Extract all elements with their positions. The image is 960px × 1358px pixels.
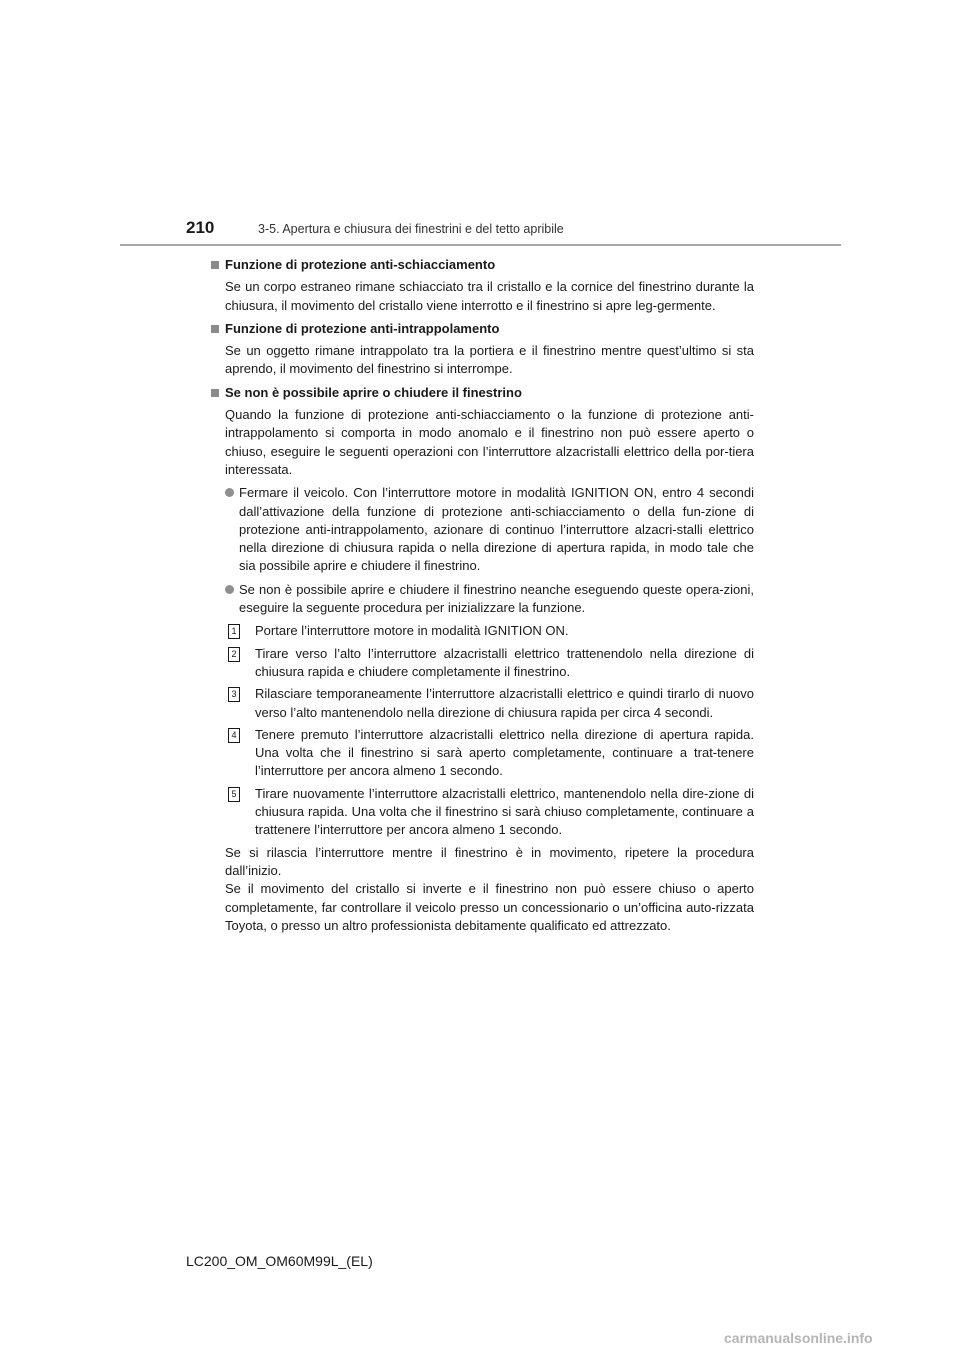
page-number: 210 <box>186 218 215 237</box>
bullet-item <box>225 484 754 575</box>
bullet-text: Fermare il veicolo. Con l’interruttore motore in modalità IGNITION ON, entro 4 secondi dall’attivazione della funzione di protezione anti-schiacciamento o della fun-zione di protezione anti-intrappolamento, azionare di continuo l’interruttore alzacri-stalli elettrico nella direzione di chiusura rapida o nella direzione di apertura rapida, in modo tale che sia possibile aprire e chiudere il finestrino. <box>239 485 754 574</box>
step-item <box>228 785 754 840</box>
page-content <box>210 256 754 935</box>
section-heading-text: Funzione di protezione anti-schiacciamento <box>225 257 496 272</box>
step-number-box: 5 <box>228 787 240 802</box>
square-bullet-icon <box>211 389 219 397</box>
section-heading-text: Funzione di protezione anti-intrappolamento <box>225 320 500 336</box>
step-item <box>228 645 754 682</box>
step-number-box: 2 <box>228 647 240 662</box>
section-paragraph: Se un corpo estraneo rimane schiacciato tra il cristallo e la cornice del finestrino durante la chiusura, il movimento del cristallo viene interrotto e il finestrino si apre leg-germente. <box>225 279 754 313</box>
document-code: LC200_OM_OM60M99L_(EL) <box>186 1253 373 1269</box>
bullet-item <box>225 581 754 618</box>
step-text: Portare l’interruttore motore in modalità IGNITION ON. <box>255 623 569 639</box>
closing-line: Se si rilascia l’interruttore mentre il finestrino è in movimento, ripetere la procedura dall’inizio. <box>225 844 754 878</box>
section-paragraph: Se un oggetto rimane intrappolato tra la portiera e il finestrino mentre quest’ultimo si sta aprendo, il movimento del finestrino si interrompe. <box>225 343 754 377</box>
section-paragraph: Quando la funzione di protezione anti-schiacciamento o la funzione di protezione anti-intrappolamento si comporta in modo anomalo e il finestrino non può essere aperto o chiuso, eseguire le seguenti operazioni con l’interruttore alzacristalli elettrico della por-tiera interessata. <box>225 407 754 477</box>
square-bullet-icon <box>211 261 219 269</box>
section-heading <box>210 256 754 274</box>
step-text: Tenere premuto l’interruttore alzacristalli elettrico nella direzione di apertura rapida. Una volta che il finestrino si sarà aperto completamente, continuare a trat-tenere l’interruttore per ancora almeno 1 secondo. <box>255 726 754 779</box>
step-number-box: 3 <box>228 687 240 702</box>
square-bullet-icon <box>211 325 219 333</box>
step-text: Tirare nuovamente l’interruttore alzacristalli elettrico, mantenendolo nella dire-zione di chiusura rapida. Una volta che il finestrino si sarà chiuso completamente, continuare a trattenere l’interruttore per ancora almeno 1 secondo. <box>255 785 754 838</box>
step-item <box>228 622 754 640</box>
watermark: carmanualsonline.info <box>724 1330 873 1346</box>
header-divider <box>120 244 841 246</box>
step-item <box>228 685 754 722</box>
section-title: 3-5. Apertura e chiusura dei finestrini e del tetto apribile <box>258 222 564 236</box>
step-text: Rilasciare temporaneamente l’interruttore alzacristalli elettrico e quindi tirarlo di nuovo verso l’alto mantenendolo nella direzione di chiusura rapida per circa 4 secondi. <box>255 686 754 720</box>
section-heading <box>210 320 754 338</box>
bullet-text: Se non è possibile aprire e chiudere il finestrino neanche eseguendo queste opera-zioni, eseguire la seguente procedura per inizializzare la funzione. <box>239 581 754 616</box>
step-item <box>228 726 754 781</box>
section-heading-text: Se non è possibile aprire o chiudere il finestrino <box>225 384 522 400</box>
circle-bullet-icon <box>225 488 234 497</box>
closing-line: Se il movimento del cristallo si inverte e il finestrino non può essere chiuso o aperto completamente, far controllare il veicolo presso un concessionario o un’officina auto-rizzata Toyota, o presso un altro professionista debitamente qualificato ed attrezzato. <box>225 881 754 933</box>
step-number-box: 1 <box>228 624 240 639</box>
circle-bullet-icon <box>225 585 234 594</box>
step-text: Tirare verso l’alto l’interruttore alzacristalli elettrico trattenendolo nella direzione di chiusura rapida e chiudere completamente il finestrino. <box>255 645 754 679</box>
step-number-box: 4 <box>228 728 240 743</box>
closing-paragraph <box>225 844 754 935</box>
section-heading <box>210 384 754 402</box>
